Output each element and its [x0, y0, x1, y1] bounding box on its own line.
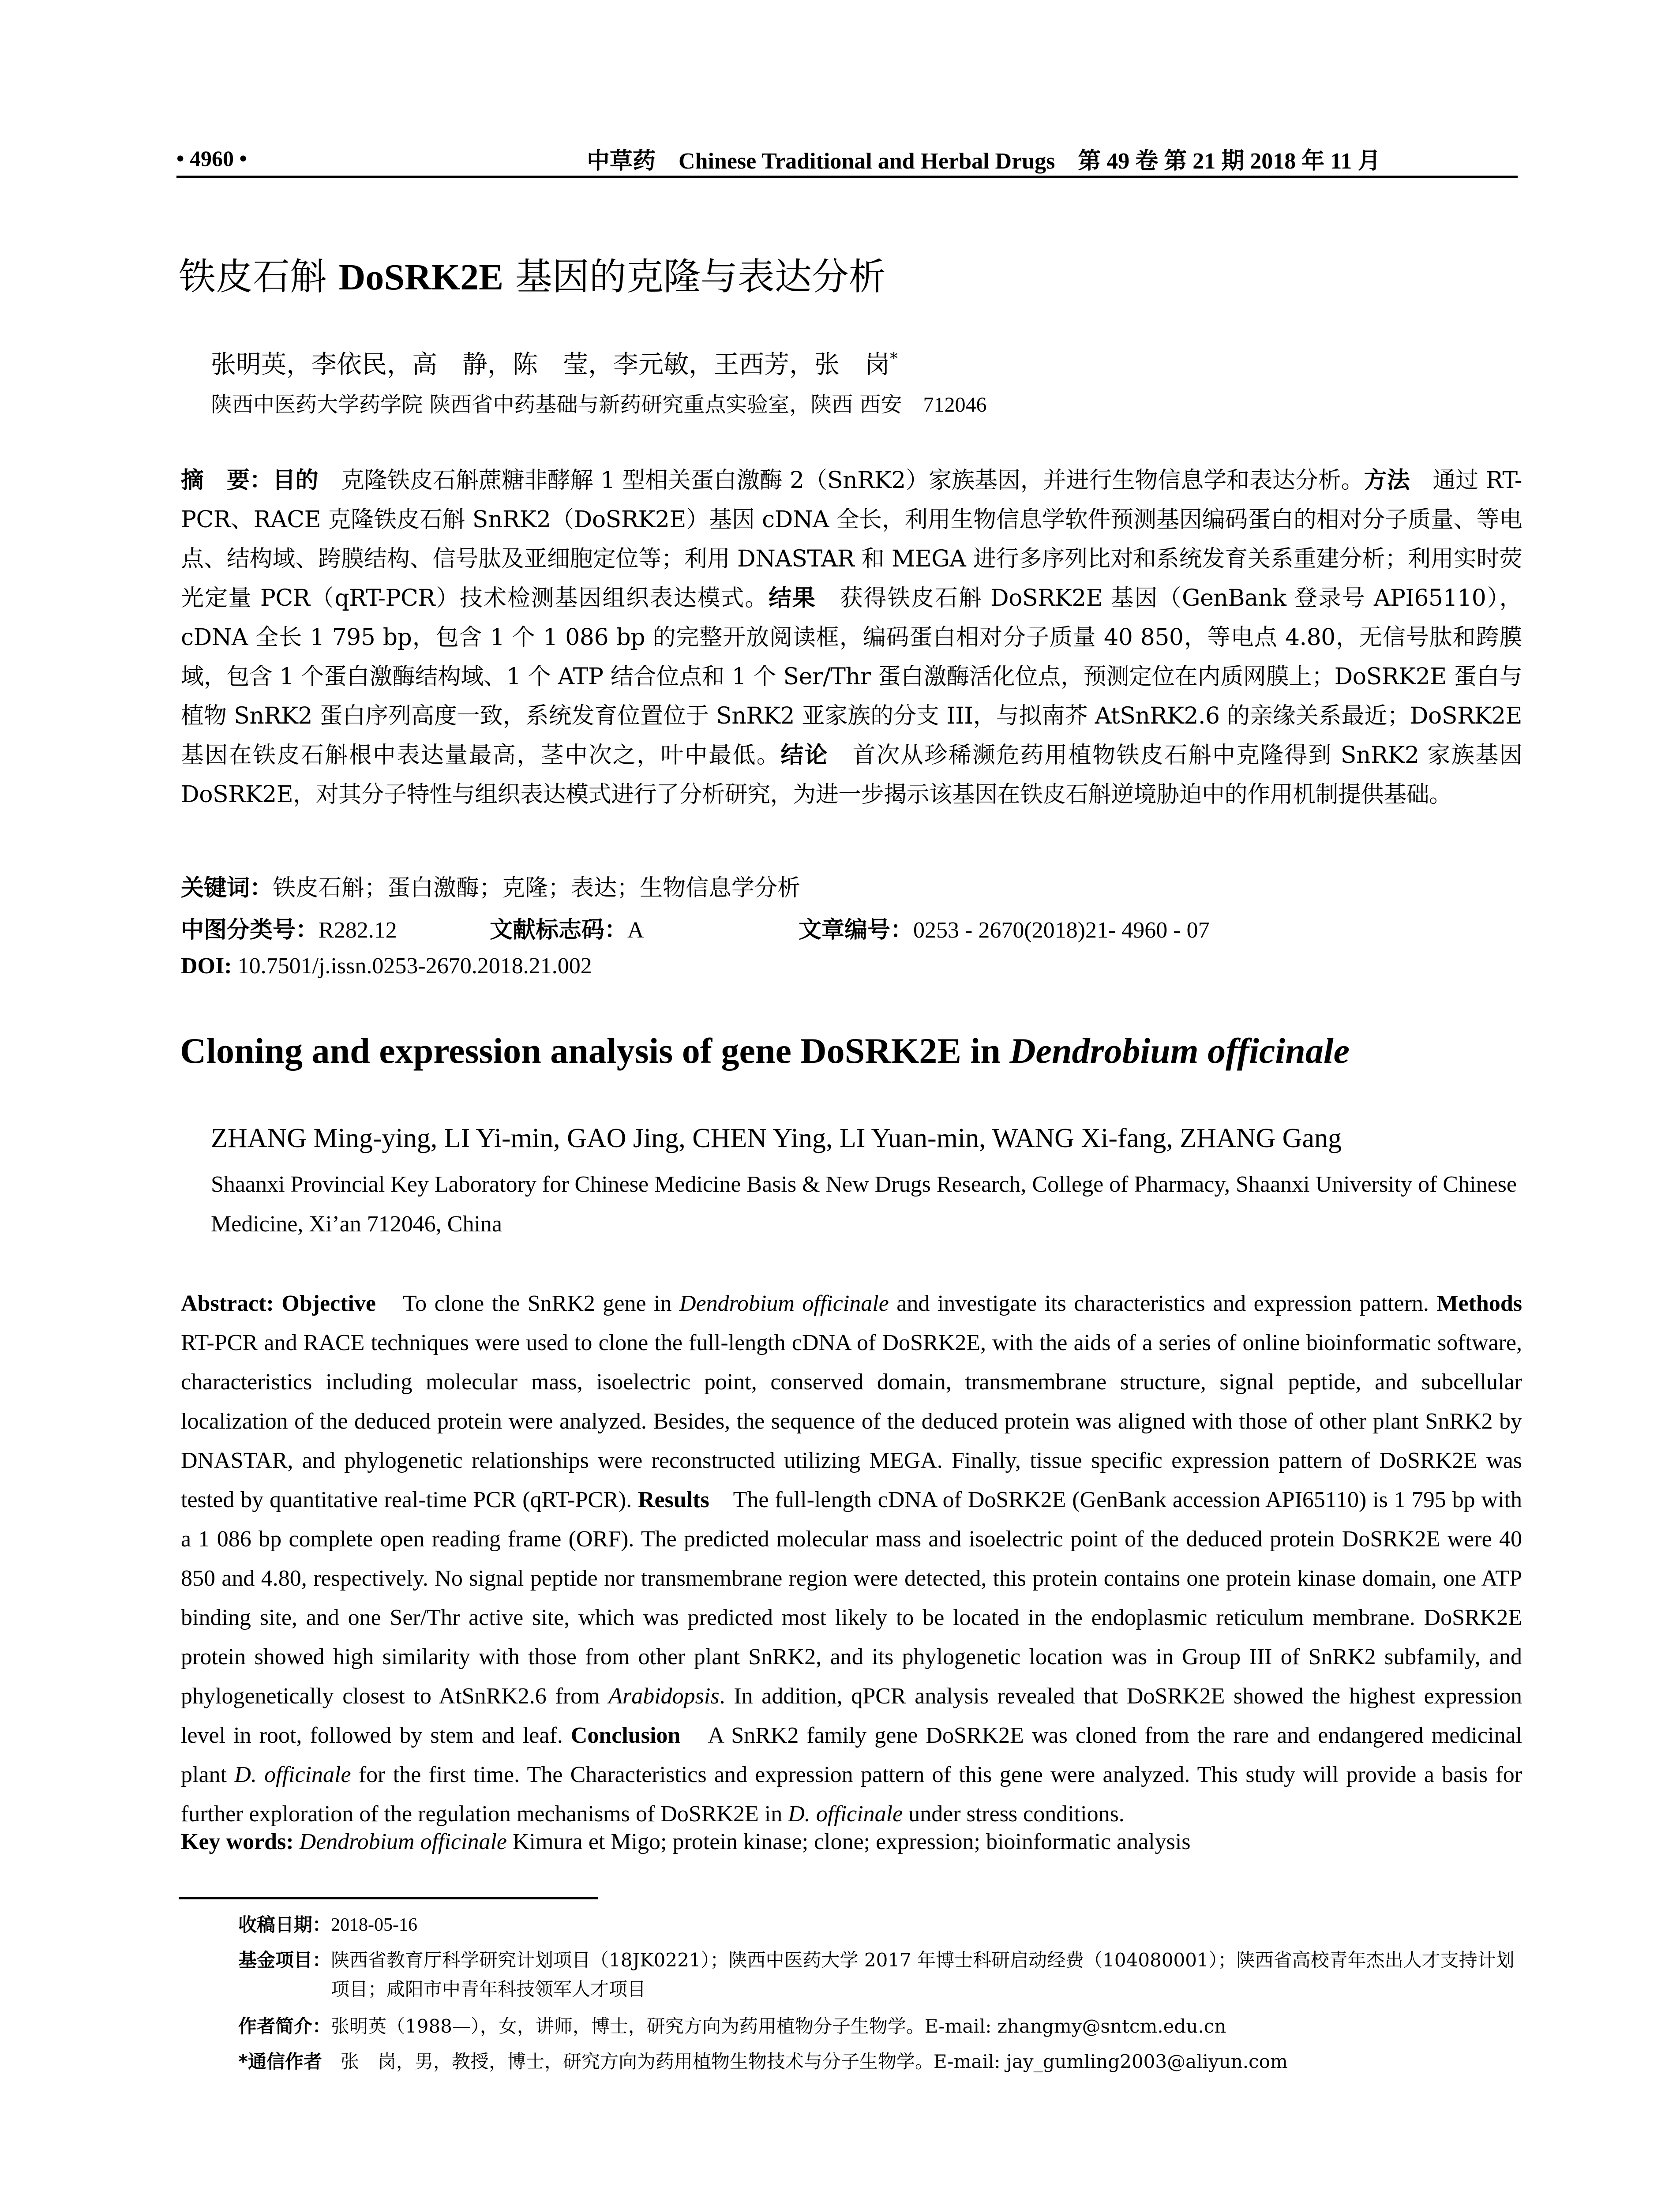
english-affiliation: Shaanxi Provincial Key Laboratory for Chinese Medicine Basis & New Drugs Research, College of Pharmacy, Shaanxi University of Chinese Medicine, Xi’an 712046, China: [211, 1172, 1517, 1237]
abstract-conclusion: under stress conditions.: [903, 1801, 1125, 1827]
classification-line: [181, 911, 1522, 944]
footnote-label: 基金项目：: [238, 1949, 331, 1971]
abstract-objective: 克隆铁皮石斛蔗糖非酵解 1 型相关蛋白激酶 2（SnRK2）家族基因，并进行生物信息学和表达分析。: [318, 467, 1364, 494]
footnote-label: 收稿日期：: [238, 1914, 331, 1936]
results-label: 结果: [769, 585, 816, 612]
english-abstract: [181, 1284, 1522, 1834]
clc-item: [181, 911, 490, 944]
footnote-fund: [238, 1946, 1518, 2004]
abstract-conclusion: for the first time. The Characteristics and expression pattern of this gene were analyzed. This study will provide a basis for further exploration of the regulation mechanisms of DoSRK2E in: [181, 1762, 1522, 1827]
article-no-value: 0253 - 2670(2018)21- 4960 - 07: [913, 918, 1210, 943]
article-no-item: [799, 911, 1210, 944]
species-name: D. officinale: [788, 1801, 903, 1827]
footnote-label: 作者简介：: [238, 2015, 331, 2037]
abstract-objective: To clone the SnRK2 gene in: [376, 1291, 679, 1316]
keywords-text: 铁皮石斛；蛋白激酶；克隆；表达；生物信息学分析: [273, 875, 801, 901]
chinese-title-part: 基因的克隆与表达分析: [503, 255, 886, 298]
conclusion-label: Conclusion: [570, 1723, 681, 1748]
abstract-label: 摘 要：目的: [181, 467, 319, 494]
keywords-text: Kimura et Migo; protein kinase; clone; expression; bioinformatic analysis: [506, 1829, 1191, 1854]
keywords-label: Key words:: [181, 1829, 294, 1854]
footnote-label: *通信作者: [238, 2051, 322, 2072]
clc-label: 中图分类号：: [181, 917, 319, 943]
species-name: D. officinale: [234, 1762, 351, 1787]
doi-value: 10.7501/j.issn.0253-2670.2018.21.002: [232, 953, 592, 979]
doi-label: DOI:: [181, 953, 232, 979]
english-keywords: [181, 1829, 1191, 1855]
keywords-label: 关键词：: [181, 875, 273, 901]
footnote-rule: [179, 1897, 598, 1899]
doc-code-label: 文献标志码：: [490, 917, 628, 943]
footnote-value: 张 岗，男，教授，博士，研究方向为药用植物生物技术与分子生物学。E-mail: jay_gumling2003@aliyun.com: [322, 2051, 1288, 2072]
english-title-part: Cloning and expression analysis of gene DoSRK2E in: [180, 1031, 1010, 1071]
abstract-conclusion: A SnRK2 family gene DoSRK2E was cloned from the rare and endangered medicinal plant: [181, 1723, 1522, 1787]
footnote-received: [238, 1910, 1518, 1940]
footnote-corresponding: [238, 2047, 1518, 2076]
article-no-label: 文章编号：: [799, 917, 914, 943]
page-number: • 4960 •: [176, 146, 248, 171]
footnote-author: [238, 2012, 1518, 2041]
abstract-results: The full-length cDNA of DoSRK2E (GenBank accession API65110) is 1 795 bp with a 1 086 bp complete open reading frame (ORF). The predicted molecular mass and isoelectric point of the deduced protein DoSRK2E were 40 850 and 4.80, respectively. No signal peptide nor transmembrane region were detected, this protein contains one protein kinase domain, one ATP binding site, and one Ser/Thr active site, which was predicted most likely to be located in the endoplasmic reticulum membrane. DoSRK2E protein showed high similarity with those from other plant SnRK2, and its phylogenetic location was in Group III of SnRK2 subfamily, and phylogenetically closest to AtSnRK2.6 from: [181, 1487, 1522, 1709]
abstract-conclusion: 首次从珍稀濒危药用植物铁皮石斛中克隆得到 SnRK2 家族基因 DoSRK2E，对其分子特性与组织表达模式进行了分析研究，为进一步揭示该基因在铁皮石斛逆境胁迫中的作用机制提供基础。: [181, 742, 1522, 808]
doc-code-item: [490, 911, 799, 944]
methods-label: 方法: [1364, 467, 1410, 494]
chinese-authors: [211, 344, 898, 380]
conclusion-label: 结论: [780, 742, 829, 769]
abstract-results: . In addition, qPCR analysis revealed that DoSRK2E showed the highest expression level in root, followed by stem and leaf.: [181, 1684, 1522, 1748]
abstract-methods: RT-PCR and RACE techniques were used to clone the full-length cDNA of DoSRK2E, with the aids of a series of online bioinformatic software, characteristics including molecular mass, isoelectric point, conserved domain, transmembrane structure, signal peptide, and subcellular localization of the deduced protein were analyzed. Besides, the sequence of the deduced protein was aligned with those of other plant SnRK2 by DNASTAR, and phylogenetic relationships were reconstructed utilizing MEGA. Finally, tissue specific expression pattern of DoSRK2E was tested by quantitative real-time PCR (qRT-PCR).: [181, 1330, 1522, 1512]
footnote-value: 陕西省教育厅科学研究计划项目（18JK0221）；陕西中医药大学 2017 年博士科研启动经费（104080001）；陕西省高校青年杰出人才支持计划项目；咸阳市中青年科技领军人才项目: [331, 1949, 1515, 2000]
results-label: Results: [638, 1487, 709, 1512]
methods-label: Methods: [1436, 1291, 1522, 1316]
abstract-objective: and investigate its characteristics and expression pattern.: [889, 1291, 1437, 1316]
english-authors: ZHANG Ming-ying, LI Yi-min, GAO Jing, CHEN Ying, LI Yuan-min, WANG Xi-fang, ZHANG Gang: [211, 1123, 1342, 1153]
english-title: [180, 1030, 1350, 1072]
zip-code: 712046: [923, 393, 987, 416]
journal-running-head: 中草药 Chinese Traditional and Herbal Drugs 第 49 卷 第 21 期 2018 年 11 月: [587, 149, 1381, 174]
species-name: Dendrobium officinale: [679, 1291, 889, 1316]
chinese-affiliation: [211, 387, 987, 418]
chinese-abstract: [181, 461, 1522, 814]
abstract-results: 获得铁皮石斛 DoSRK2E 基因（GenBank 登录号 API65110），cDNA 全长 1 795 bp，包含 1 个 1 086 bp 的完整开放阅读框，编码蛋白相对分子质量 40 850，等电点 4.80，无信号肽和跨膜域，包含 1 个蛋白激酶结构域、1 个 ATP 结合位点和 1 个 Ser/Thr 蛋白激酶活化位点，预测定位在内质网膜上；DoSRK2E 蛋白与植物 SnRK2 蛋白序列高度一致，系统发育位置位于 SnRK2 亚家族的分支 III，与拟南芥 AtSnRK2.6 的亲缘关系最近；DoSRK2E 基因在铁皮石斛根中表达量最高，茎中次之，叶中最低。: [181, 585, 1522, 769]
doc-code-value: A: [627, 918, 644, 943]
chinese-keywords: [181, 869, 800, 902]
footnote-value: 张明英（1988—），女，讲师，博士，研究方向为药用植物分子生物学。E-mail: zhangmy@sntcm.edu.cn: [331, 2015, 1226, 2037]
corresponding-mark: *: [890, 350, 898, 368]
english-title-species: Dendrobium officinale: [1009, 1031, 1350, 1071]
footnote-value: 2018-05-16: [331, 1915, 417, 1935]
abstract-label: Abstract: Objective: [181, 1291, 376, 1316]
genus-name: Arabidopsis: [608, 1684, 720, 1709]
clc-value: R282.12: [319, 918, 397, 943]
doi-line: [181, 953, 592, 979]
header-rule: [176, 176, 1518, 178]
species-name: Dendrobium officinale: [293, 1829, 507, 1854]
chinese-title-part: 铁皮石斛: [179, 255, 339, 298]
chinese-title-gene: DoSRK2E: [338, 257, 504, 298]
chinese-author-list: 张明英，李依民，高 静，陈 莹，李元敏，王西芳，张 岗: [211, 350, 890, 379]
chinese-affiliation-text: 陕西中医药大学药学院 陕西省中药基础与新药研究重点实验室，陕西 西安: [211, 392, 923, 417]
abstract-methods: 通过 RT-PCR、RACE 克隆铁皮石斛 SnRK2（DoSRK2E）基因 cDNA 全长，利用生物信息学软件预测基因编码蛋白的相对分子质量、等电点、结构域、跨膜结构、信号肽及亚细胞定位等；利用 DNASTAR 和 MEGA 进行多序列比对和系统发育关系重建分析；利用实时荧光定量 PCR（qRT-PCR）技术检测基因组织表达模式。: [181, 467, 1522, 612]
page-header: [176, 137, 1518, 176]
chinese-title: [179, 247, 886, 300]
